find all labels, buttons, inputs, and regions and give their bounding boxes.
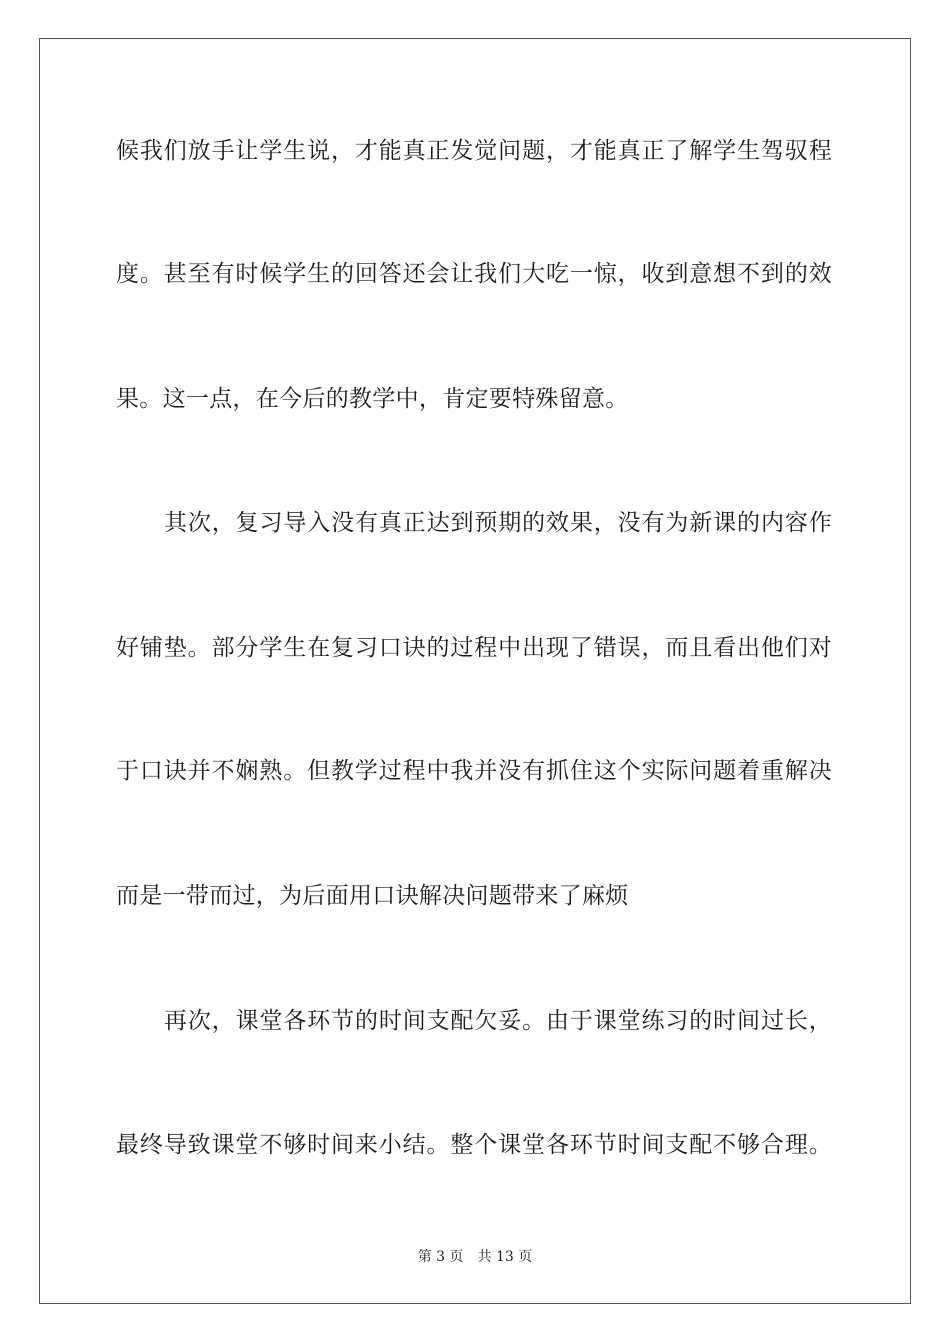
- text-line-8: 再次，课堂各环节的时间支配欠妥。由于课堂练习的时间过长，: [164, 1008, 832, 1034]
- text-line-7: 而是一带而过，为后面用口诀解决问题带来了麻烦: [116, 883, 629, 909]
- text-line-9: 最终导致课堂不够时间来小结。整个课堂各环节时间支配不够合理。: [116, 1132, 832, 1158]
- page-number: 第 3 页: [417, 1249, 464, 1265]
- text-line-3: 果。这一点，在今后的教学中，肯定要特殊留意。: [116, 386, 629, 412]
- text-line-1: 候我们放手让学生说，才能真正发觉问题，才能真正了解学生驾驭程: [116, 138, 832, 164]
- text-line-5: 好铺垫。部分学生在复习口诀的过程中出现了错误，而且看出他们对: [116, 635, 832, 661]
- page-frame: [39, 38, 911, 1304]
- text-line-4: 其次，复习导入没有真正达到预期的效果，没有为新课的内容作: [164, 510, 832, 536]
- text-line-6: 于口诀并不娴熟。但教学过程中我并没有抓住这个实际问题着重解决: [116, 758, 832, 784]
- page-total: 共 13 页: [477, 1249, 533, 1265]
- text-line-2: 度。甚至有时候学生的回答还会让我们大吃一惊，收到意想不到的效: [116, 261, 832, 287]
- page-footer: [0, 1248, 950, 1266]
